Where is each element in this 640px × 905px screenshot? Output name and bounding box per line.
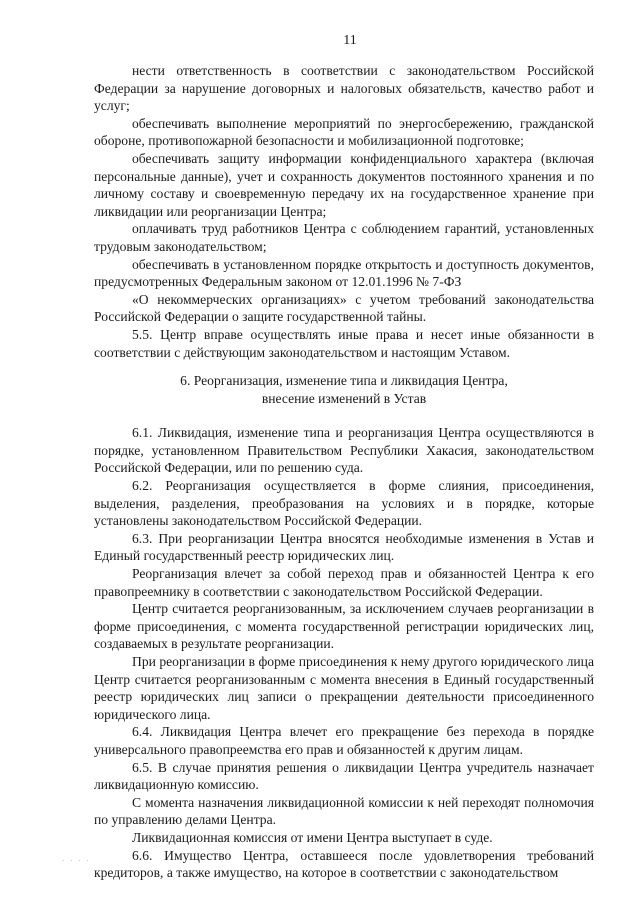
paragraph: обеспечивать защиту информации конфиденциального характера (включая персональные данные), учет и сохранность документов постоянного хранения и по личному составу и своевременную передачу их на государственное хранение при ликвидации или реорганизации Центра; — [94, 150, 594, 219]
paragraph: Реорганизация влечет за собой переход прав и обязанностей Центра к его правопреемнику в соответствии с законодательством Российской Федерации. — [94, 566, 594, 599]
paragraph: 6.2. Реорганизация осуществляется в форме слияния, присоединения, выделения, разделения, преобразования на условиях и в порядке, которые установлены законодательством Российской Федерации. — [94, 478, 594, 529]
section-5-continuation — [94, 62, 594, 361]
paragraph: нести ответственность в соответствии с законодательством Российской Федерации за нарушение договорных и налоговых обязательств, качество работ и услуг; — [94, 63, 594, 114]
paragraph: оплачивать труд работников Центра с соблюдением гарантий, установленных трудовым законодательством; — [94, 221, 594, 254]
paragraph: обеспечивать в установленном порядке открытость и доступность документов, предусмотренных Федеральным законом от 12.01.1996 № 7-ФЗ — [94, 256, 594, 290]
document-body — [94, 62, 594, 882]
paragraph: 6.3. При реорганизации Центра вносятся необходимые изменения в Устав и Единый государственный реестр юридических лиц. — [94, 530, 594, 564]
paragraph: 6.4. Ликвидация Центра влечет его прекращение без перехода в порядке универсального правопреемства его прав и обязанностей к другим лицам. — [94, 724, 594, 757]
paragraph: обеспечивать выполнение мероприятий по энергосбережению, гражданской обороне, противопожарной безопасности и мобилизационной подготовке; — [94, 115, 594, 149]
section-heading-line-2: внесение изменений в Устав — [261, 390, 427, 406]
paragraph: 6.6. Имущество Центра, оставшееся после удовлетворения требований кредиторов, а также имущество, на которое в соответствии с законодательством — [94, 847, 594, 881]
paragraph: 6.5. В случае принятия решения о ликвидации Центра учредитель назначает ликвидационную комиссию. — [94, 759, 594, 793]
paragraph: Центр считается реорганизованным, за исключением случаев реорганизации в форме присоединения, с момента государственной регистрации юридических лиц, создаваемых в результате реорганизации. — [94, 601, 594, 652]
paragraph: 5.5. Центр вправе осуществлять иные права и несет иные обязанности в соответствии с действующим законодательством и настоящим Уставом. — [94, 326, 594, 360]
scan-edge-mark: · · · · — [62, 857, 91, 865]
paragraph: «О некоммерческих организациях» с учетом требований законодательства Российской Федерации о защите государственной тайны. — [94, 291, 594, 325]
paragraph: При реорганизации в форме присоединения к нему другого юридического лица Центр считается реорганизованным с момента внесения в Единый государственный реестр юридических лиц записи о прекращении деятельности присоединенного юридического лица. — [94, 654, 594, 722]
paragraph: С момента назначения ликвидационной комиссии к ней переходят полномочия по управлению делами Центра. — [94, 794, 594, 828]
paragraph: 6.1. Ликвидация, изменение типа и реорганизация Центра осуществляются в порядке, установленном Правительством Республики Хакасия, законодательством Российской Федерации, или по решению суда. — [94, 425, 594, 476]
section-heading-line-1: 6. Реорганизация, изменение типа и ликвидация Центра, — [180, 373, 508, 389]
page-number: 11 — [343, 33, 357, 48]
section-heading — [94, 372, 594, 407]
paragraph: Ликвидационная комиссия от имени Центра выступает в суде. — [132, 829, 493, 845]
section-6-body — [94, 424, 594, 881]
